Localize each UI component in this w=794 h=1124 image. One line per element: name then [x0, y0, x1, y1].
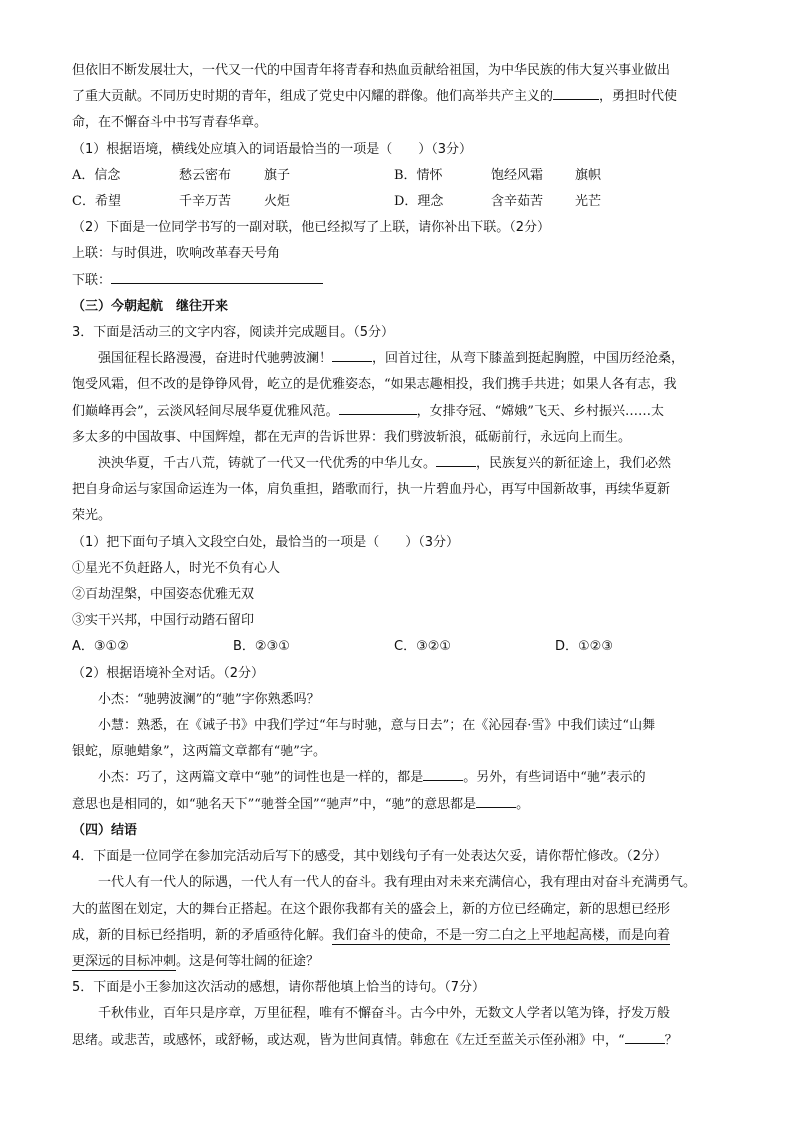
couplet-upper: 上联：与时俱进，吹响改革春天号角	[72, 246, 281, 262]
underlined-sentence: 我们奋斗的使命，不是一穷二白之上平地起高楼，而是向着	[332, 927, 671, 943]
passage-text: ，民族复兴的新征途上，我们必然	[476, 456, 672, 472]
intro-line-2-tail: ，勇担时代使	[599, 89, 678, 105]
couplet-lower-blank[interactable]	[111, 269, 323, 284]
q5-stem: 5．下面是小王参加这次活动的感想，请你帮他填上恰当的诗句。（7分）	[72, 980, 486, 996]
choice-c[interactable]: C．③②①	[394, 639, 452, 655]
option-a-word-2: 旗子	[264, 167, 291, 183]
q2-stem: （2）下面是一位同学书写的一副对联，他已经拟写了上联，请你补出下联。（2分）	[72, 220, 551, 236]
option-b-label[interactable]: B．情怀	[394, 167, 443, 183]
sentence-2: ②百劫涅槃，中国姿态优雅无双	[72, 587, 255, 603]
exam-page	[72, 58, 728, 1054]
option-b-word-1: 饱经风霜	[491, 167, 544, 183]
q5-line-1: 千秋伟业，百年只是序章，万里征程，唯有不懈奋斗。古今中外，无数文人学者以笔为锋，抒发万般	[98, 1006, 671, 1022]
dialogue-text: 意思也是相同的，如“驰名天下”“驰誉全国”“驰声”中，“驰”的意思都是	[72, 796, 477, 812]
passage-blank-1[interactable]	[332, 347, 372, 362]
passage-blank-3[interactable]	[436, 452, 476, 467]
sentence-3: ③实干兴邦，中国行动踏石留印	[72, 613, 255, 629]
answer-blank[interactable]	[553, 85, 599, 100]
part-of-speech-blank[interactable]	[423, 766, 463, 781]
intro-line-2-text: 了重大贡献。不同历史时期的青年，组成了党史中闪耀的群像。他们高举共产主义的	[72, 89, 554, 105]
q4-line-1: 一代人有一代人的际遇，一代人有一代人的奋斗。我有理由对未来充满信心，我有理由对奋斗充满勇气。	[98, 875, 697, 891]
passage-1-line-3	[72, 399, 728, 425]
q5-text: 思绪。或悲苦，或感怀，或舒畅，或达观，皆为世间真情。韩愈在《左迁至蓝关示侄孙湘》中，“	[72, 1032, 625, 1048]
dialogue-text: 。另外，有些词语中“驰”表示的	[463, 770, 646, 786]
section-3-heading: （三）今朝起航 继往开来	[72, 298, 229, 314]
passage-text: 泱泱华夏，千古八荒，铸就了一代又一代优秀的中华儿女。	[98, 456, 437, 472]
choice-b[interactable]: B．②③①	[233, 639, 290, 655]
dialogue-text: 小杰：巧了，这两篇文章中“驰”的词性也是一样的，都是	[98, 770, 424, 786]
q4-line-4	[72, 949, 728, 975]
couplet-lower	[72, 268, 728, 294]
option-d-word-1: 含辛茹苦	[491, 194, 544, 210]
passage-blank-2[interactable]	[339, 400, 417, 415]
option-c-word-1: 千辛万苦	[179, 194, 232, 210]
option-c-word-2: 火炬	[264, 194, 291, 210]
passage-1-line-1	[72, 346, 728, 372]
q3-choices	[72, 634, 728, 660]
option-d-label[interactable]: D．理念	[394, 194, 444, 210]
dialogue-3-line-2	[72, 792, 728, 818]
q5-text: ？	[664, 1032, 678, 1048]
passage-1-line-2: 饱受风霜，但不改的是铮铮风骨，屹立的是优雅姿态，“如果志趣相投，我们携手共进；如果人各有志，我	[72, 377, 677, 393]
q4-stem: 4．下面是一位同学在参加完活动后写下的感受，其中划线句子有一处表达欠妥，请你帮忙修改。（2分）	[72, 849, 668, 865]
underlined-sentence-end: 更深远的目标冲刺	[72, 953, 177, 969]
passage-2-line-3: 荣光。	[72, 508, 112, 524]
passage-1-line-4: 多太多的中国故事、中国辉煌，都在无声的告诉世界：我们劈波斩浪，砥砺前行，永远向上而生。	[72, 429, 632, 445]
q3-sub1-stem: （1）把下面句子填入文段空白处，最恰当的一项是（ ）（3分）	[72, 534, 460, 550]
q1-options-row-1	[72, 163, 728, 189]
intro-line-1: 但依旧不断发展壮大，一代又一代的中国青年将青春和热血贡献给祖国，为中华民族的伟大复兴事业做出	[72, 63, 671, 78]
dialogue-text: 。	[516, 796, 530, 812]
sentence-1: ①星光不负赶路人，时光不负有心人	[72, 560, 281, 576]
q4-text: 。这是何等壮阔的征途？	[176, 953, 320, 969]
option-d-word-2: 光芒	[575, 194, 602, 210]
q1-options-row-2	[72, 189, 728, 215]
option-b-word-2: 旗帜	[575, 167, 602, 183]
q3-sub2-stem: （2）根据语境补全对话。（2分）	[72, 665, 265, 681]
passage-text: 强国征程长路漫漫，奋进时代驰骋波澜！	[98, 351, 333, 367]
passage-2-line-2: 把自身命运与家国命运连为一体，肩负重担，踏歌而行，执一片碧血丹心，再写中国新故事，再续华夏新	[72, 482, 671, 498]
q4-text: 成，新的目标已经指明，新的矛盾亟待化解。	[72, 927, 333, 943]
dialogue-3-line-1	[72, 765, 728, 791]
poem-blank[interactable]	[625, 1029, 665, 1044]
choice-a[interactable]: A．③①②	[72, 639, 129, 655]
section-4-heading: （四）结语	[72, 822, 138, 838]
option-a-label[interactable]: A．信念	[72, 167, 121, 183]
q3-stem: 3．下面是活动三的文字内容，阅读并完成题目。（5分）	[72, 325, 395, 341]
dialogue-2-line-1: 小慧：熟悉，在《诫子书》中我们学过“年与时驰，意与日去”；在《沁园春·雪》中我们读过“山舞	[98, 718, 656, 734]
couplet-lower-label: 下联：	[72, 272, 112, 288]
q4-line-3	[72, 923, 728, 949]
intro-line-3: 命，在不懈奋斗中书写青春华章。	[72, 115, 268, 131]
choice-d[interactable]: D．①②③	[555, 639, 613, 655]
q1-stem: （1）根据语境，横线处应填入的词语最恰当的一项是（ ）（3分）	[72, 141, 473, 157]
option-c-label[interactable]: C．希望	[72, 194, 121, 210]
passage-text: 们巅峰再会”，云淡风轻间尽展华夏优雅风范。	[72, 403, 339, 419]
passage-text: ，女排夺冠、“嫦娥”飞天、乡村振兴……太	[416, 403, 664, 419]
dialogue-2-line-2: 银蛇，原驰蜡象”，这两篇文章都有“驰”字。	[72, 744, 326, 760]
q4-line-2: 大的蓝图在划定，大的舞台正搭起。在这个跟你我都有关的盛会上，新的方位已经确定，新的思想已经形	[72, 901, 671, 917]
option-a-word-1: 愁云密布	[179, 167, 232, 183]
meaning-blank[interactable]	[476, 793, 516, 808]
intro-line-2	[72, 84, 728, 110]
dialogue-1: 小杰：“驰骋波澜”的“驰”字你熟悉吗？	[98, 691, 320, 707]
q5-line-2	[72, 1028, 728, 1054]
passage-2-line-1	[72, 451, 728, 477]
passage-text: ，回首过往，从弯下膝盖到挺起胸膛，中国历经沧桑，	[372, 351, 685, 367]
